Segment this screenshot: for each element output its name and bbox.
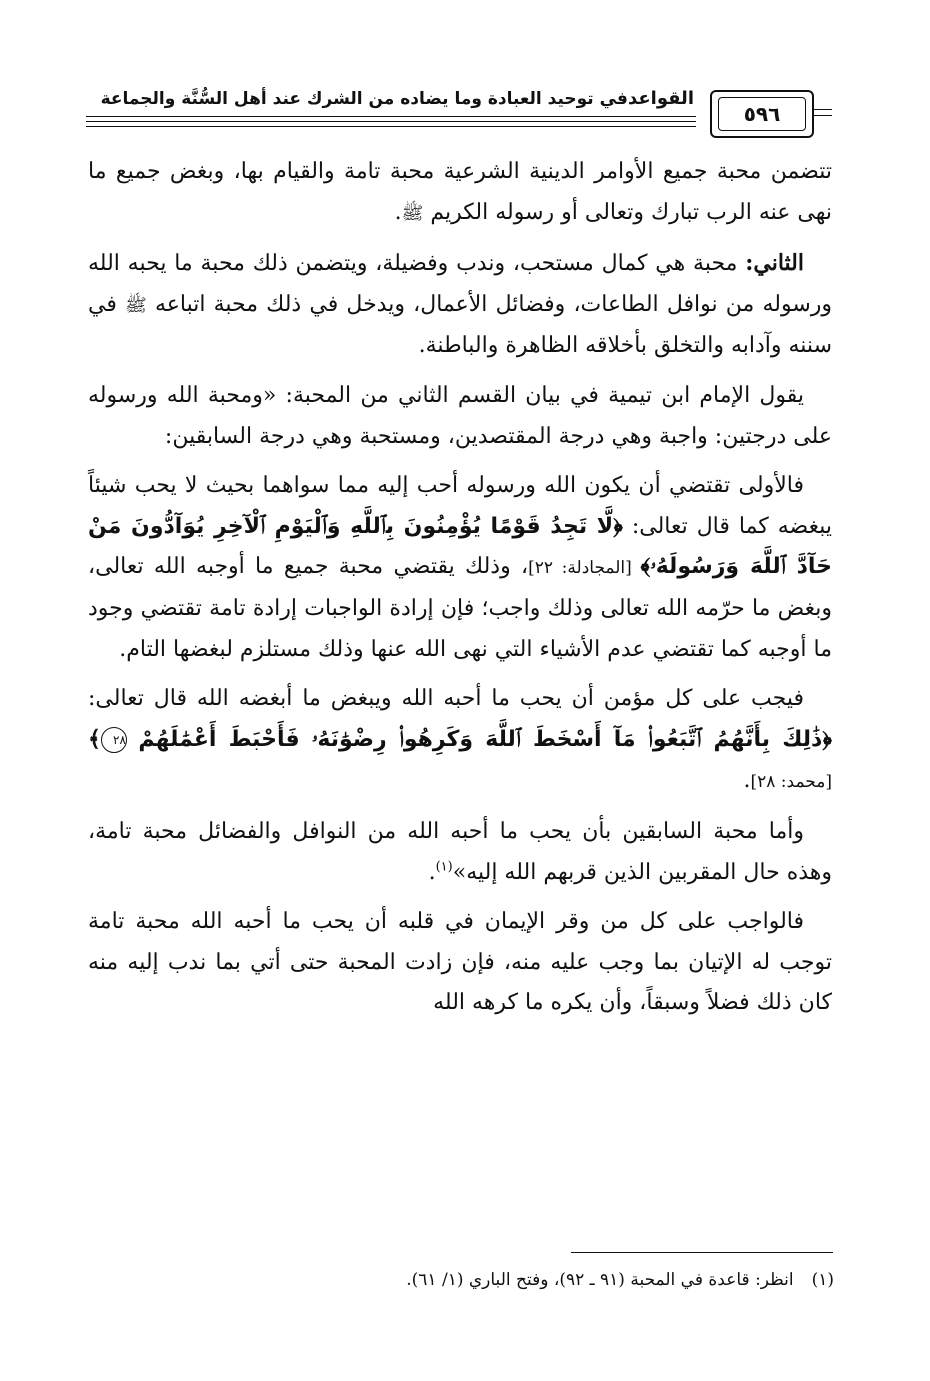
paragraph-1-text: تتضمن محبة جميع الأوامر الدينية الشرعية محبة تامة والقيام بها، وبغض جميع ما نهى عنه الرب تبارك وتعالى أو رسوله الكريم bbox=[88, 159, 832, 225]
paragraph-5-end: . bbox=[743, 768, 751, 794]
footnote-reference[interactable]: (١) bbox=[435, 859, 453, 875]
running-header-title bbox=[101, 88, 694, 109]
footnote bbox=[406, 1270, 834, 1290]
ayah-number-marker: ٢٨ bbox=[101, 727, 127, 753]
paragraph-7 bbox=[88, 902, 832, 1024]
page-number: ٥٩٦ bbox=[718, 97, 806, 131]
verse-citation: [محمد: ٢٨] bbox=[750, 772, 832, 793]
paragraph-3-text: يقول الإمام ابن تيمية في بيان القسم الثاني من المحبة: «ومحبة الله ورسوله على درجتين: واجبة وهي درجة المقتصدين، ومستحبة وهي درجة السابقين: bbox=[88, 382, 832, 449]
body-text bbox=[88, 152, 832, 1033]
paragraph-4-text-a: فالأولى تقتضي أن يكون الله ورسوله أحب إليه مما سواهما بحيث لا يحب شيئاً يبغضه كما قال تعالى: bbox=[88, 473, 832, 539]
paragraph-4 bbox=[88, 466, 832, 670]
verse-citation: [المجادلة: ٢٢] bbox=[528, 558, 641, 579]
paragraph-2-text-a: محبة هي كمال مستحب، وندب وفضيلة، ويتضمن ذلك محبة ما يحبه الله ورسوله من نوافل الطاعات، وفضائل الأعمال، ويدخل في ذلك محبة اتباعه bbox=[88, 251, 832, 317]
running-header-title-lead: القواعد bbox=[627, 88, 694, 109]
paragraph-4-text-b: ، وذلك يقتضي محبة جميع ما أوجبه الله تعالى، وبغض ما حرّمه الله تعالى وذلك واجب؛ فإن إرادة الواجبات إرادة تامة تقتضي وجود ما أوجبه كما تقتضي عدم الأشياء التي نهى الله عنها وذلك مستلزم لبغضها التام. bbox=[88, 554, 832, 662]
footnote-number: (١) bbox=[811, 1270, 834, 1290]
footnote-text: انظر: قاعدة في المحبة (٩١ ـ ٩٢)، وفتح الباري (١/ ٦١). bbox=[406, 1270, 794, 1290]
running-header bbox=[86, 84, 834, 148]
paragraph-6-text: وأما محبة السابقين بأن يحب ما أحبه الله من النوافل والفضائل محبة تامة، وهذه حال المقربين الذين قربهم الله إليه» bbox=[88, 818, 832, 885]
frame-ornament-line bbox=[812, 115, 832, 116]
paragraph-3 bbox=[88, 376, 832, 457]
paragraph-6-end: . bbox=[428, 859, 436, 885]
quran-verse: ﴿ذَٰلِكَ بِأَنَّهُمُ ٱتَّبَعُوا۟ مَآ أَسْخَطَ ٱللَّهَ وَكَرِهُوا۟ رِضْوَٰنَهُۥ فَأَحْبَطَ أَعْمَٰلَهُمْ bbox=[138, 726, 832, 752]
header-rule bbox=[86, 121, 696, 122]
paragraph-2-lead-word: الثاني: bbox=[745, 250, 804, 277]
quran-verse-close: ﴾ bbox=[88, 726, 101, 752]
paragraph-2-text-b: في سننه وآدابه والتخلق بأخلاقه الظاهرة والباطنة. bbox=[88, 291, 832, 359]
header-rule bbox=[86, 126, 696, 127]
paragraph-7-text: فالواجب على كل من وقر الإيمان في قلبه أن يحب ما أحبه الله محبة تامة توجب له الإتيان بما وجب عليه منه، فإن زادت المحبة حتى أتي بما ندب إليه منه كان ذلك فضلاً وسبقاً، وأن يكره ما كرهه الله bbox=[88, 909, 832, 1016]
paragraph-5 bbox=[88, 679, 832, 803]
salutation-symbol: ﷺ bbox=[125, 294, 147, 316]
paragraph-2 bbox=[88, 243, 832, 367]
paragraph-1 bbox=[88, 152, 832, 234]
header-rule bbox=[86, 116, 696, 117]
paragraph-6 bbox=[88, 812, 832, 893]
running-header-title-rest: في توحيد العبادة وما يضاده من الشرك عند أهل السُّنَّة والجماعة bbox=[100, 89, 628, 109]
frame-ornament-line bbox=[812, 109, 832, 110]
salutation-symbol: ﷺ bbox=[401, 202, 424, 224]
paragraph-5-text-a: فيجب على كل مؤمن أن يحب ما أحبه الله ويبغض ما أبغضه الله قال تعالى: bbox=[88, 686, 804, 712]
footnote-separator bbox=[571, 1252, 833, 1253]
paragraph-1-end: . bbox=[394, 199, 402, 225]
quran-verse: ﴿لَّا تَجِدُ قَوْمًا يُؤْمِنُونَ بِٱللَّهِ وَٱلْيَوْمِ ٱلْآخِرِ يُوَآدُّونَ مَنْ حَآدَّ ٱللَّهَ وَرَسُولَهُۥ﴾ bbox=[88, 513, 832, 580]
page-number-frame bbox=[710, 90, 814, 138]
